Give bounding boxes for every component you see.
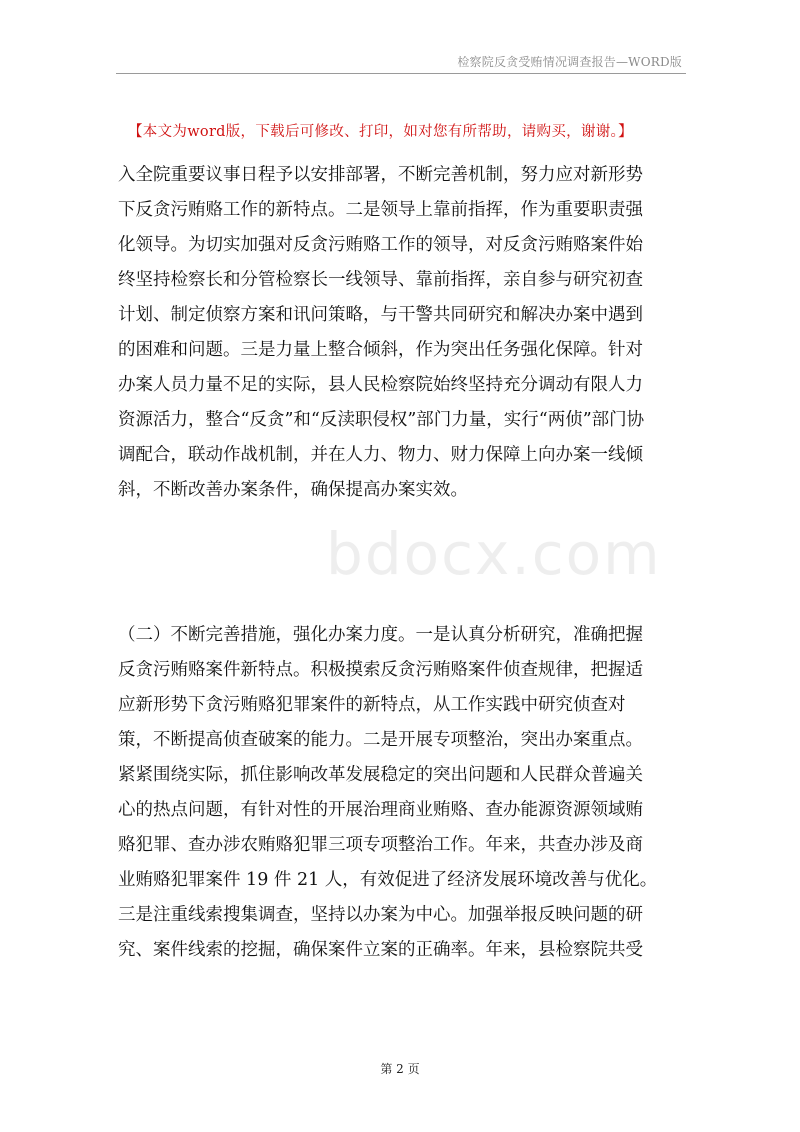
text-line: 下反贪污贿赂工作的新特点。二是领导上靠前指挥，作为重要职责强 <box>118 200 643 220</box>
text-line: 的困难和问题。三是力量上整合倾斜，作为突出任务强化保障。针对 <box>118 340 643 360</box>
text-line: 终坚持检察长和分管检察长一线领导、靠前指挥，亲自参与研究初查 <box>118 270 643 290</box>
text-line: 三是注重线索搜集调查，坚持以办案为中心。加强举报反映问题的研 <box>118 905 643 925</box>
text-line: 计划、制定侦察方案和讯问策略，与干警共同研究和解决办案中遇到 <box>118 305 643 325</box>
text-line: 应新形势下贪污贿赂犯罪案件的新特点，从工作实践中研究侦查对 <box>118 695 626 715</box>
text-line: 赂犯罪、查办涉农贿赂犯罪三项专项整治工作。年来，共查办涉及商 <box>118 835 643 855</box>
header-divider <box>116 73 686 74</box>
text-line: 斜，不断改善办案条件，确保提高办案实效。 <box>118 480 468 500</box>
text-line: 办案人员力量不足的实际，县人民检察院始终坚持充分调动有限人力 <box>118 375 643 395</box>
download-notice: 【本文为word版，下载后可修改、打印，如对您有所帮助，请购买，谢谢。】 <box>128 124 633 140</box>
text-line: 入全院重要议事日程予以安排部署，不断完善机制，努力应对新形势 <box>118 165 643 185</box>
text-line: 调配合，联动作战机制，并在人力、物力、财力保障上向办案一线倾 <box>118 445 643 465</box>
document-header-title: 检察院反贪受贿情况调查报告—WORD版 <box>457 55 682 69</box>
watermark-text: bdocx.com <box>326 520 662 588</box>
paragraph-1 <box>118 158 684 508</box>
text-line: 究、案件线索的挖掘，确保案件立案的正确率。年来，县检察院共受 <box>118 940 643 960</box>
text-line: 心的热点问题，有针对性的开展治理商业贿赂、查办能源资源领域贿 <box>118 800 643 820</box>
text-line: 反贪污贿赂案件新特点。积极摸索反贪污贿赂案件侦查规律，把握适 <box>118 660 643 680</box>
page-number: 第 2 页 <box>380 1062 420 1076</box>
text-line: 化领导。为切实加强对反贪污贿赂工作的领导，对反贪污贿赂案件始 <box>118 235 643 255</box>
text-line: 策，不断提高侦查破案的能力。二是开展专项整治，突出办案重点。 <box>118 730 643 750</box>
text-line: 业贿赂犯罪案件 19 件 21 人，有效促进了经济发展环境改善与优化。 <box>118 870 658 890</box>
text-line: 资源活力，整合“反贪”和“反渎职侵权”部门力量，实行“两侦”部门协 <box>118 410 645 430</box>
text-line: 紧紧围绕实际，抓住影响改革发展稳定的突出问题和人民群众普遍关 <box>118 765 643 785</box>
paragraph-2 <box>118 618 684 968</box>
text-line: （二）不断完善措施，强化办案力度。一是认真分析研究，准确把握 <box>118 625 643 645</box>
